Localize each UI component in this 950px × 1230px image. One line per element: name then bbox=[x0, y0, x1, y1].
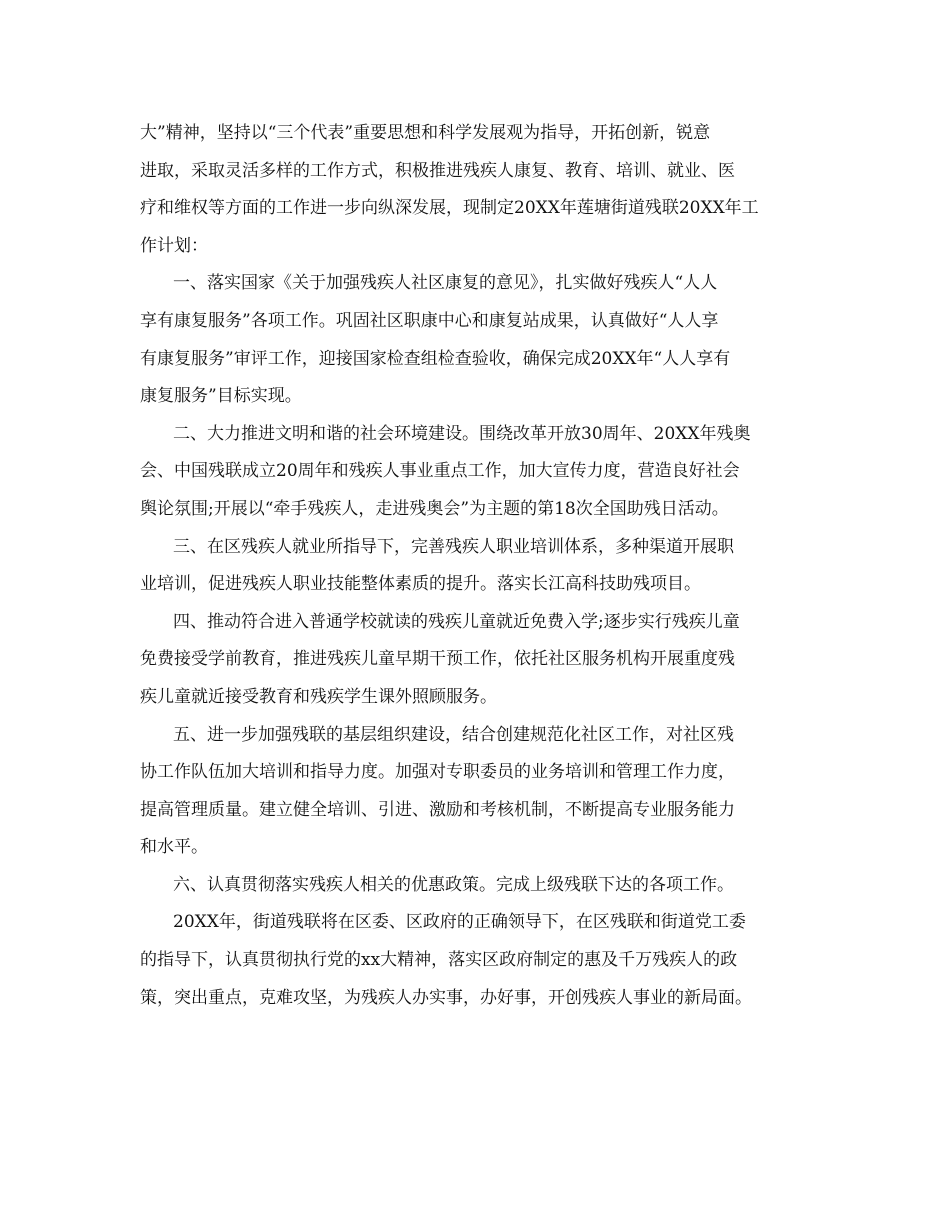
document-body bbox=[140, 115, 812, 1017]
text-line: 业培训，促进残疾人职业技能整体素质的提升。落实长江高科技助残项目。 bbox=[140, 574, 701, 595]
text-line: 舆论氛围;开展以“牵手残疾人，走进残奥会”为主题的第18次全国助残日活动。 bbox=[140, 498, 729, 519]
text-line: 进取，采取灵活多样的工作方式，积极推进残疾人康复、教育、培训、就业、医 bbox=[140, 160, 735, 181]
text-line: 四、推动符合进入普通学校就读的残疾儿童就近免费入学;逐步实行残疾儿童 bbox=[173, 611, 740, 632]
text-line: 会、中国残联成立20周年和残疾人事业重点工作，加大宣传力度，营造良好社会 bbox=[140, 461, 740, 482]
text-line: 大”精神，坚持以“三个代表”重要思想和科学发展观为指导，开拓创新，锐意 bbox=[140, 123, 711, 143]
text-line: 的指导下，认真贯彻执行党的xx大精神，落实区政府制定的惠及千万残疾人的政 bbox=[140, 950, 738, 971]
text-line: 20XX年，街道残联将在区委、区政府的正确领导下，在区残联和街道党工委 bbox=[173, 912, 746, 933]
text-line: 三、在区残疾人就业所指导下，完善残疾人职业培训体系，多种渠道开展职 bbox=[173, 536, 734, 557]
text-line: 疾儿童就近接受教育和残疾学生课外照顾服务。 bbox=[140, 686, 497, 707]
text-line: 协工作队伍加大培训和指导力度。加强对专职委员的业务培训和管理工作力度， bbox=[140, 762, 735, 783]
text-line: 五、进一步加强残联的基层组织建设，结合创建规范化社区工作，对社区残 bbox=[173, 724, 734, 745]
text-line: 提高管理质量。建立健全培训、引进、激励和考核机制，不断提高专业服务能力 bbox=[140, 799, 735, 820]
text-line: 和水平。 bbox=[140, 837, 208, 858]
text-line: 康复服务”目标实现。 bbox=[140, 386, 302, 407]
text-line: 作计划： bbox=[140, 235, 208, 256]
text-line: 策，突出重点，克难攻坚，为残疾人办实事，办好事，开创残疾人事业的新局面。 bbox=[140, 987, 752, 1008]
text-line: 一、落实国家《关于加强残疾人社区康复的意见》，扎实做好残疾人“人人 bbox=[173, 273, 718, 294]
text-line: 享有康复服务”各项工作。巩固社区职康中心和康复站成果，认真做好“人人享 bbox=[140, 310, 719, 331]
text-line: 六、认真贯彻落实残疾人相关的优惠政策。完成上级残联下达的各项工作。 bbox=[173, 874, 734, 895]
text-line: 免费接受学前教育，推进残疾儿童早期干预工作，依托社区服务机构开展重度残 bbox=[140, 649, 735, 670]
text-line: 二、大力推进文明和谐的社会环境建设。围绕改革开放30周年、20XX年残奥 bbox=[173, 423, 751, 444]
text-line: 有康复服务”审评工作，迎接国家检查组检查验收，确保完成20XX年“人人享有 bbox=[140, 348, 731, 369]
text-line: 疗和维权等方面的工作进一步向纵深发展，现制定20XX年莲塘街道残联20XX年工 bbox=[140, 198, 759, 219]
